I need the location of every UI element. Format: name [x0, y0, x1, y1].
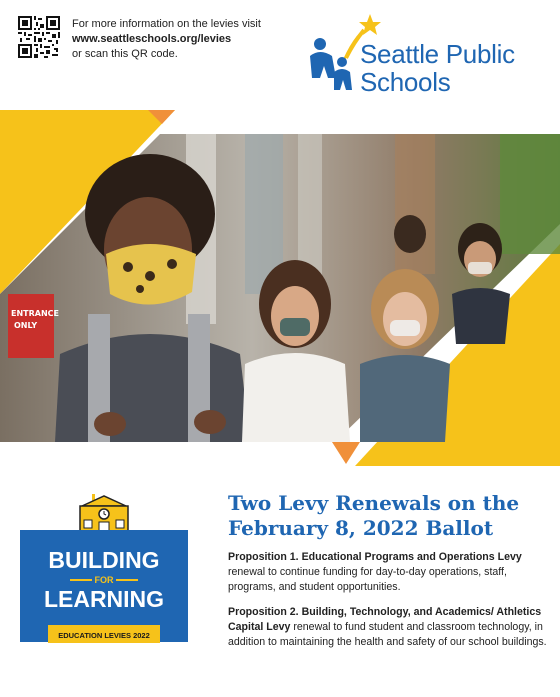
badge-word-3: LEARNING	[43, 586, 165, 612]
badge-word-2: FOR	[94, 575, 114, 585]
building-for-learning-badge	[20, 490, 188, 652]
sign-text: ENTRANCE	[11, 309, 59, 318]
hero-photo	[0, 104, 560, 466]
info-block	[72, 17, 261, 62]
headline-line-1: Two Levy Renewals on the	[228, 491, 520, 515]
logo-line-1: Seattle Public	[360, 39, 515, 69]
logo-wordmark	[360, 40, 515, 96]
proposition-2	[228, 605, 550, 650]
proposition-2-body: renewal to fund student and classroom technology, in addition to maintaining the health and safety of our school buildings.	[228, 621, 547, 648]
qr-code	[18, 16, 60, 58]
proposition-1-title: Proposition 1. Educational Programs and Operations Levy	[228, 551, 522, 563]
headline	[228, 491, 548, 541]
levies-url-link[interactable]: www.seattleschools.org/levies	[72, 33, 232, 45]
logo-line-2: Schools	[360, 67, 451, 97]
proposition-1	[228, 550, 550, 595]
svg-text:ONLY: ONLY	[14, 321, 38, 330]
badge-word-1: BUILDING	[48, 547, 160, 573]
badge-ribbon-text: EDUCATION LEVIES 2022	[58, 631, 150, 640]
headline-line-2: February 8, 2022 Ballot	[228, 516, 494, 540]
schoolhouse-icon	[80, 494, 128, 532]
proposition-2-title: Proposition 2. Building, Technology, and Academics/ Athletics Capital Levy	[228, 606, 542, 633]
proposition-1-body: renewal to continue funding for day-to-day operations, staff, programs, and student opportunities.	[228, 566, 507, 593]
figures-icon	[310, 38, 352, 90]
info-text: For more information on the levies visit	[72, 18, 261, 30]
qr-instruction-text: or scan this QR code.	[72, 48, 178, 60]
